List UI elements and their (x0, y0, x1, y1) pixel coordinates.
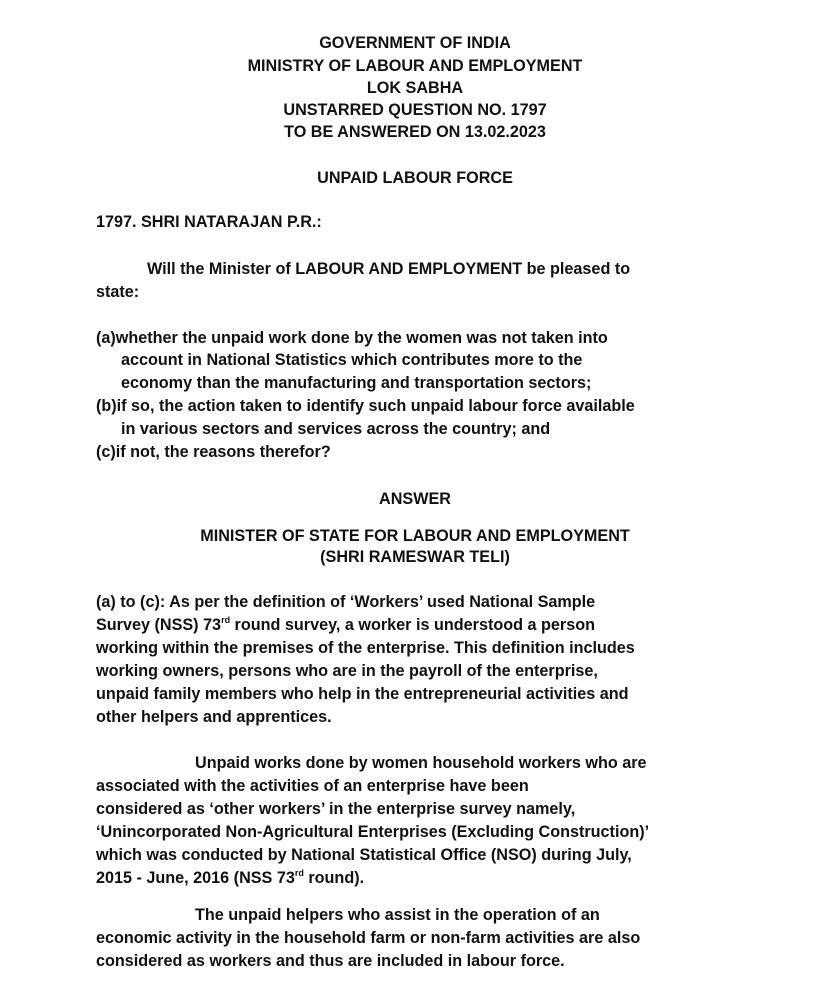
question-part-a-line1: (a)whether the unpaid work done by the women was not taken into (96, 329, 608, 347)
header-question-number: UNSTARRED QUESTION NO. 1797 (283, 101, 547, 119)
answer-p2-line1: Unpaid works done by women household workers who are (195, 754, 647, 772)
answer-p1-line2-part2: round survey, a worker is understood a person (230, 616, 595, 634)
answer-p2-line3: considered as ‘other workers’ in the enterprise survey namely, (96, 800, 576, 818)
header-house: LOK SABHA (366, 79, 464, 97)
answer-p2-line6-part2: round). (303, 869, 365, 887)
answer-minister: MINISTER OF STATE FOR LABOUR AND EMPLOYMENT (200, 527, 630, 545)
answer-heading: ANSWER (379, 490, 451, 508)
header-answer-date: TO BE ANSWERED ON 13.02.2023 (284, 123, 546, 141)
answer-p2-ordinal-suffix: rd (294, 867, 304, 878)
answer-p3-line2: economic activity in the household farm or non-farm activities are also (96, 929, 641, 947)
question-part-a-line2: account in National Statistics which contributes more to the (121, 351, 583, 369)
answer-p1-line6: other helpers and apprentices. (96, 708, 332, 726)
answer-p3-line1: The unpaid helpers who assist in the operation of an (195, 906, 600, 924)
question-part-b-line1: (b)if so, the action taken to identify such unpaid labour force available (96, 397, 635, 415)
answer-p1-line1: (a) to (c): As per the definition of ‘Workers’ used National Sample (96, 593, 596, 611)
header-ministry-line2: MINISTRY OF LABOUR AND EMPLOYMENT (247, 57, 583, 75)
question-part-c-line1: (c)if not, the reasons therefor? (96, 443, 331, 461)
answer-p1-line2 (96, 616, 733, 635)
answer-minister-name: (SHRI RAMESWAR TELI) (320, 548, 510, 566)
answer-p2-line4: ‘Unincorporated Non-Agricultural Enterprises (Excluding Construction)’ (96, 823, 650, 841)
question-intro-line1: Will the Minister of LABOUR AND EMPLOYMENT be pleased to (147, 260, 631, 278)
answer-p2-line2: associated with the activities of an enterprise have been (96, 777, 529, 795)
answer-p1-line2-part1: Survey (NSS) 73 (96, 616, 222, 634)
answer-p3-line3: considered as workers and thus are included in labour force. (96, 952, 565, 970)
question-intro-line2: state: (96, 283, 140, 301)
answer-p1-line3: working within the premises of the enterprise. This definition includes (96, 639, 635, 657)
answer-p2-line6-part1: 2015 - June, 2016 (NSS 73 (96, 869, 295, 887)
question-part-b-line2: in various sectors and services across the country; and (121, 420, 551, 438)
answer-p2-line5: which was conducted by National Statistical Office (NSO) during July, (96, 846, 632, 864)
question-part-a-line3: economy than the manufacturing and transportation sectors; (121, 374, 592, 392)
question-member: 1797. SHRI NATARAJAN P.R.: (96, 213, 322, 231)
page-title: UNPAID LABOUR FORCE (317, 169, 513, 187)
answer-p1-line4: working owners, persons who are in the payroll of the enterprise, (96, 662, 598, 680)
answer-p1-line5: unpaid family members who help in the entrepreneurial activities and (96, 685, 629, 703)
answer-p2-line6 (96, 869, 364, 888)
answer-p1-ordinal-suffix: rd (221, 614, 231, 625)
header-ministry-line1: GOVERNMENT OF INDIA (319, 34, 511, 52)
